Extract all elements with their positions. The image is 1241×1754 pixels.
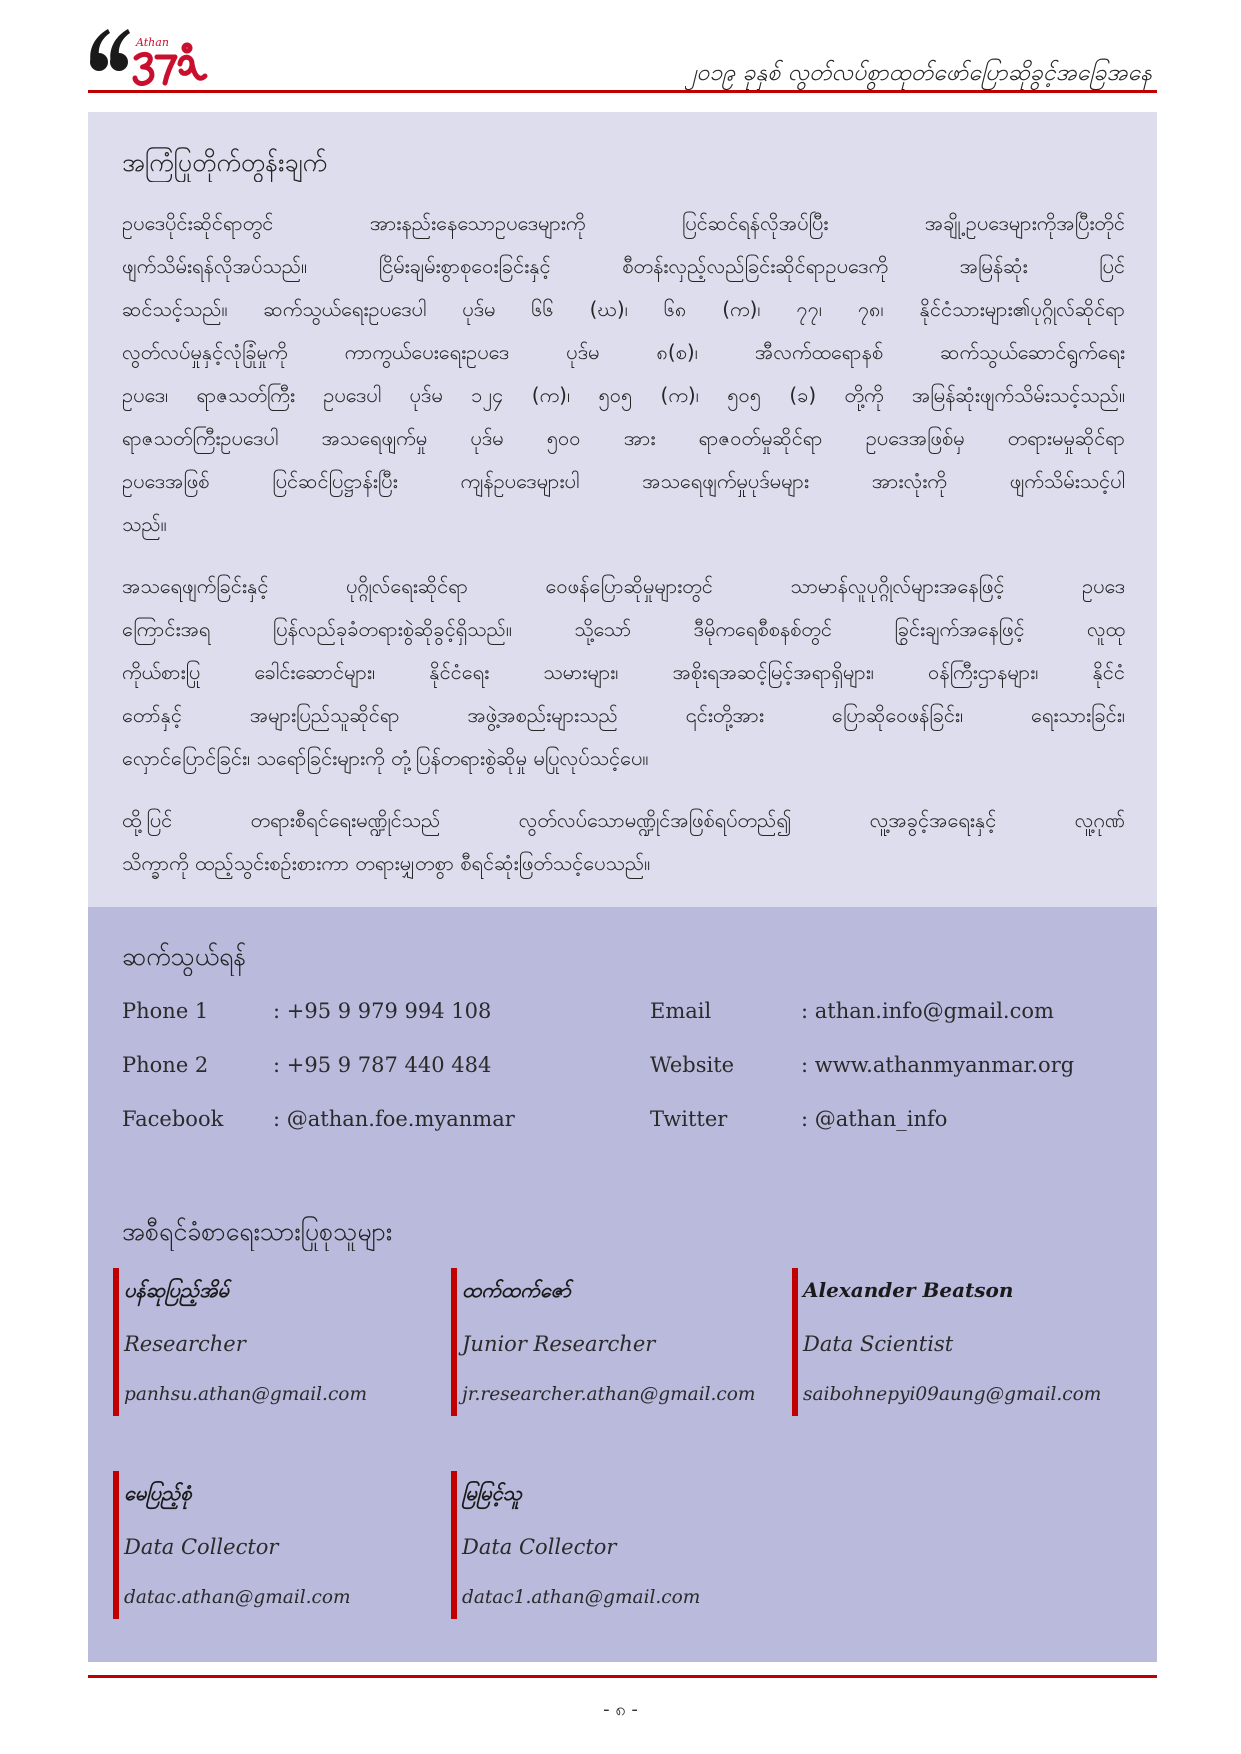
logo-wordmark: [135, 45, 205, 84]
text-line: ကိုယ်စားပြု ခေါင်းဆောင်များ၊ နိုင်ငံရေး သမားများ၊ အစိုးရအဆင့်မြင့်အရာရှိများ၊ ဝန်ကြီးဌာနများ၊ နိုင်ငံ: [122, 660, 1125, 684]
logo-quote-marks: [90, 29, 130, 71]
author-email: saibohnepyi09aung@gmail.com: [803, 1384, 1102, 1405]
text-line: လှောင်ပြောင်ခြင်း၊ သရော်ခြင်းများကို တုံ့ပြန်တရားစွဲဆိုမှု မပြုလုပ်သင့်ပေ။: [122, 746, 649, 770]
author-accent-bar: [451, 1471, 457, 1619]
contact-heading: ဆက်သွယ်ရန်: [122, 942, 247, 971]
contact-panel: [88, 907, 1157, 1662]
phone-1-value: : +95 9 979 994 108: [273, 999, 492, 1023]
twitter-label: Twitter: [650, 1107, 728, 1131]
text-line: ရာဇသတ်ကြီးဥပဒေပါ အသရေဖျက်မှု ပုဒ်မ ၅၀၀ အား ရာဇဝတ်မှုဆိုင်ရာ ဥပဒေအဖြစ်မှ တရားမမှုဆိုင်ရာ: [122, 426, 1125, 450]
author-accent-bar: [451, 1268, 457, 1416]
text-line: ဖျက်သိမ်းရန်လိုအပ်သည်။ ငြိမ်းချမ်းစွာစုဝေးခြင်းနှင့် စီတန်းလှည့်လည်ခြင်းဆိုင်ရာဥပဒေကို အမြန်ဆုံး ပြင်: [122, 254, 1125, 278]
email-label: Email: [650, 999, 712, 1023]
author-accent-bar: [113, 1268, 119, 1416]
author-name: ထက်ထက်ဇော်: [462, 1278, 571, 1302]
text-line: ကြောင်းအရ ပြန်လည်ခုခံတရားစွဲဆိုခွင့်ရှိသည်။ သို့သော် ဒီမိုကရေစီစနစ်တွင် ခြွင်းချက်အနေဖြင့် လူထု: [122, 617, 1125, 641]
text-line: ဥပဒေအဖြစ် ပြင်ဆင်ပြဋ္ဌာန်းပြီး ကျန်ဥပဒေများပါ အသရေဖျက်မှုပုဒ်မများ အားလုံးကို ဖျက်သိမ်းသင့်ပါ: [122, 469, 1125, 493]
phone-1-label: Phone 1: [122, 999, 209, 1023]
contact-row: [88, 984, 1157, 1038]
text-line: သည်။: [122, 512, 167, 536]
author-card: [792, 1268, 1152, 1416]
text-line: ဆင်သင့်သည်။ ဆက်သွယ်ရေးဥပဒေပါ ပုဒ်မ ၆၆ (ဃ)၊ ၆၈ (က)၊ ၇၇၊ ၇၈၊ နိုင်ငံသားများ၏ပုဂ္ဂိုလ်ဆိုင်ရာ: [122, 297, 1125, 321]
paragraph: [122, 565, 1125, 780]
author-accent-bar: [792, 1268, 798, 1416]
author-role: Researcher: [124, 1332, 246, 1356]
author-email: jr.researcher.athan@gmail.com: [462, 1384, 756, 1405]
page-number: - ၈ -: [603, 1699, 638, 1720]
author-role: Data Collector: [124, 1535, 279, 1559]
twitter-value: : @athan_info: [801, 1107, 948, 1131]
paragraph: [122, 202, 1125, 546]
athan-logo: [86, 20, 208, 86]
text-line: ထို့ပြင် တရားစီရင်ရေးမဏ္ဍိုင်သည် လွတ်လပ်သောမဏ္ဍိုင်အဖြစ်ရပ်တည်၍ လူ့အခွင့်အရေးနှင့် လူ့ဂုဏ်: [122, 808, 1125, 832]
author-name: မြမြင့်သူ: [462, 1481, 522, 1505]
author-card: [451, 1268, 781, 1416]
phone-2-label: Phone 2: [122, 1053, 209, 1077]
recommendations-heading: အကြံပြုတိုက်တွန်းချက်: [122, 148, 327, 177]
author-email: datac.athan@gmail.com: [124, 1587, 351, 1608]
facebook-label: Facebook: [122, 1107, 224, 1131]
document-title: ၂၀၁၉ ခုနှစ် လွတ်လပ်စွာထုတ်ဖော်ပြောဆိုခွင့်အခြေအနေ: [685, 60, 1152, 86]
footer-divider: [88, 1675, 1157, 1678]
header-divider: [88, 90, 1157, 93]
author-card: [113, 1471, 443, 1619]
email-value: : athan.info@gmail.com: [801, 999, 1054, 1023]
text-line: ဥပဒေ၊ ရာဇသတ်ကြီး ဥပဒေပါ ပုဒ်မ ၁၂၄ (က)၊ ၅၀၅ (က)၊ ၅၀၅ (ခ) တို့ကို အမြန်ဆုံးဖျက်သိမ်းသင့်သည်။: [122, 383, 1125, 407]
author-accent-bar: [113, 1471, 119, 1619]
author-role: Junior Researcher: [462, 1332, 656, 1356]
author-card: [451, 1471, 781, 1619]
text-line: လွတ်လပ်မှုနှင့်လုံခြုံမှုကို ကာကွယ်ပေးရေးဥပဒေ ပုဒ်မ ၈(စ)၊ အီလက်ထရောနစ် ဆက်သွယ်ဆောင်ရွက်ရေး: [122, 340, 1125, 364]
author-card: [113, 1268, 443, 1416]
website-label: Website: [650, 1053, 735, 1077]
recommendations-body: [122, 202, 1125, 885]
facebook-value: : @athan.foe.myanmar: [273, 1107, 515, 1131]
authors-heading: အစီရင်ခံစာရေးသားပြုစုသူများ: [122, 1217, 393, 1246]
logo-brand-text: Athan: [136, 36, 169, 49]
contact-row: [88, 1038, 1157, 1092]
author-email: datac1.athan@gmail.com: [462, 1587, 701, 1608]
author-name: မေပြည့်စုံ: [124, 1481, 192, 1505]
website-value: : www.athanmyanmar.org: [801, 1053, 1075, 1077]
text-line: တော်နှင့် အများပြည်သူဆိုင်ရာ အဖွဲ့အစည်းများသည် ၎င်းတို့အား ပြောဆိုဝေဖန်ခြင်း၊ ရေးသားခြင်း၊: [122, 703, 1125, 727]
author-role: Data Scientist: [803, 1332, 954, 1356]
text-line: အသရေဖျက်ခြင်းနှင့် ပုဂ္ဂိုလ်ရေးဆိုင်ရာ ဝေဖန်ပြောဆိုမှုများတွင် သာမာန်လူပုဂ္ဂိုလ်များအနေဖြင့် ဥပဒေ: [122, 574, 1125, 598]
author-email: panhsu.athan@gmail.com: [124, 1384, 367, 1405]
text-line: သိက္ခာကို ထည့်သွင်းစဉ်းစားကာ တရားမျှတစွာ စီရင်ဆုံးဖြတ်သင့်ပေသည်။: [122, 851, 651, 875]
author-role: Data Collector: [462, 1535, 617, 1559]
recommendations-panel: [88, 112, 1157, 907]
author-name: Alexander Beatson: [803, 1278, 1014, 1302]
text-line: ဥပဒေပိုင်းဆိုင်ရာတွင် အားနည်းနေသောဥပဒေများကို ပြင်ဆင်ရန်လိုအပ်ပြီး အချို့ဥပဒေများကိုအပြီးတိုင်: [122, 211, 1125, 235]
contact-row: [88, 1092, 1157, 1146]
paragraph: [122, 799, 1125, 885]
author-name: ပန်ဆုပြည့်အိမ်: [124, 1278, 229, 1302]
phone-2-value: : +95 9 787 440 484: [273, 1053, 492, 1077]
